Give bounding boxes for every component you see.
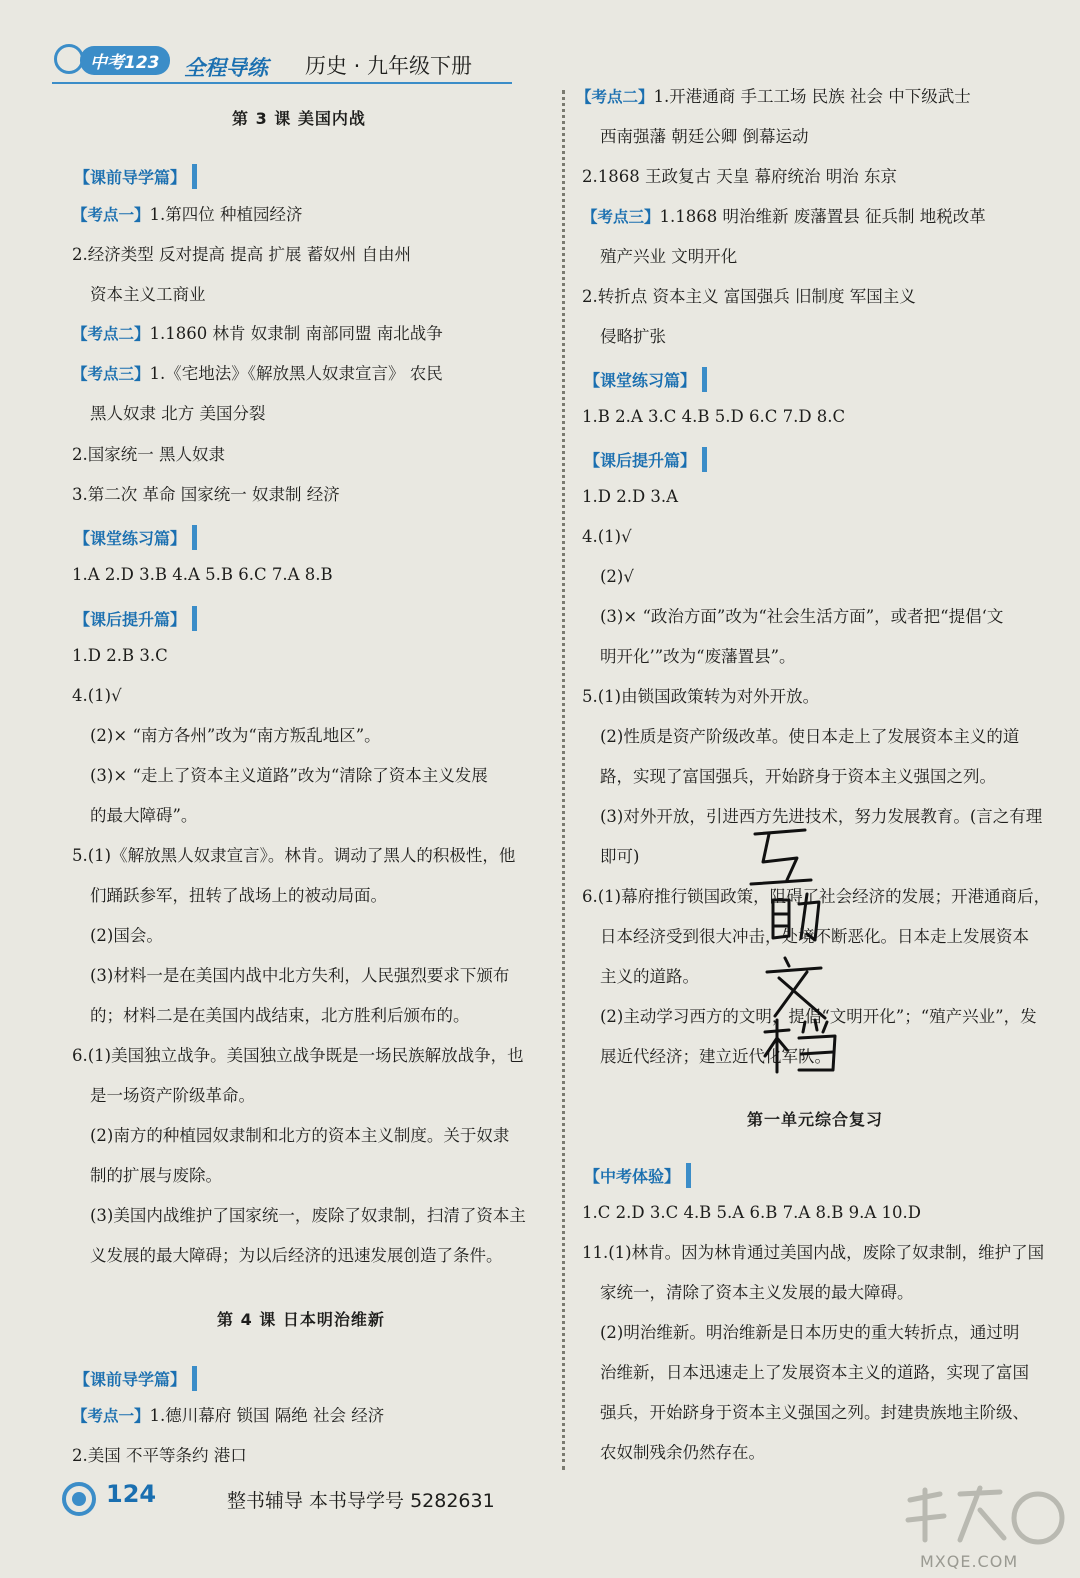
r-kd2-line-2: 西南强藩 朝廷公卿 倒幕运动 <box>600 127 809 146</box>
footer-text: 整书辅导 本书导学号 5282631 <box>227 1490 495 1512</box>
post-line-7: 们踊跃参军，扭转了战场上的被动局面。 <box>90 886 387 905</box>
page-number: 124 <box>106 1480 157 1508</box>
exam-line-6: 农奴制残余仍然存在。 <box>600 1443 765 1462</box>
brand-badge: 中考123 <box>80 46 170 75</box>
r-kd2-line-1: 【考点二】1.开港通商 手工工场 民族 社会 中下级武士 <box>576 87 971 106</box>
l4-kd1-line-1: 【考点一】1.德川幕府 锁国 隔绝 社会 经济 <box>72 1406 385 1425</box>
r-post-line-10: 即可) <box>600 847 640 866</box>
exam-line-5: 强兵，开始跻身于资本主义强国之列。封建贵族地主阶级、 <box>600 1403 1029 1422</box>
post-line-6: 5.(1)《解放黑人奴隶宣言》。林肯。调动了黑人的积极性，他 <box>72 846 516 865</box>
r-post-line-5: 明开化’”改为“废藩置县”。 <box>600 647 796 666</box>
r-post-line-15: 展近代经济；建立近代化军队。 <box>600 1047 831 1066</box>
r-post-line-11: 6.(1)幕府推行锁国政策，阻碍了社会经济的发展；开港通商后， <box>582 887 1051 906</box>
post-line-13: (2)南方的种植园奴隶制和北方的资本主义制度。关于奴隶 <box>90 1126 510 1145</box>
r-post-line-9: (3)对外开放，引进西方先进技术，努力发展教育。(言之有理 <box>600 807 1043 826</box>
r-kd2-line-3: 2.1868 王政复古 天皇 幕府统治 明治 东京 <box>582 167 897 186</box>
post-line-2: 4.(1)√ <box>72 686 122 705</box>
r-post-line-13: 主义的道路。 <box>600 967 699 986</box>
post-line-14: 制的扩展与废除。 <box>90 1166 222 1185</box>
kd1-line-3: 资本主义工商业 <box>90 285 206 304</box>
tag-kd2: 【考点二】 <box>72 325 150 343</box>
post-line-9: (3)材料一是在美国内战中北方失利，人民强烈要求下颁布 <box>90 966 510 985</box>
kd1-line-1: 【考点一】1.第四位 种植园经济 <box>72 205 303 224</box>
r-kd3-line-4: 侵略扩张 <box>600 327 666 346</box>
lesson3-title: 第 3 课 美国内战 <box>232 109 366 128</box>
section-pre-study-2: 【课前导学篇】 <box>72 1366 197 1391</box>
page-footer <box>62 1478 562 1528</box>
r-post-line-8: 路，实现了富国强兵，开始跻身于资本主义强国之列。 <box>600 767 996 786</box>
post-line-11: 6.(1)美国独立战争。美国独立战争既是一场民族解放战争，也 <box>72 1046 524 1065</box>
section-exam-experience: 【中考体验】 <box>582 1163 691 1188</box>
tag-kd3: 【考点三】 <box>72 365 150 383</box>
classroom-answers: 1.A 2.D 3.B 4.A 5.B 6.C 7.A 8.B <box>72 565 333 584</box>
post-line-10: 的；材料二是在美国内战结束，北方胜利后颁布的。 <box>90 1006 470 1025</box>
section-classroom: 【课堂练习篇】 <box>72 525 197 550</box>
post-line-12: 是一场资产阶级革命。 <box>90 1086 255 1105</box>
r-kd3-line-3: 2.转折点 资本主义 富国强兵 旧制度 军国主义 <box>582 287 916 306</box>
r-post-line-3: (2)√ <box>600 567 634 586</box>
tag-l4-kd1: 【考点一】 <box>72 1407 150 1425</box>
section-pre-study: 【课前导学篇】 <box>72 164 197 189</box>
unit-review-title: 第一单元综合复习 <box>747 1110 884 1129</box>
kd1-line-2: 2.经济类型 反对提高 提高 扩展 蓄奴州 自由州 <box>72 245 411 264</box>
post-line-3: (2)× “南方各州”改为“南方叛乱地区”。 <box>90 726 381 745</box>
r-post-line-7: (2)性质是资产阶级改革。使日本走上了发展资本主义的道 <box>600 727 1020 746</box>
r-post-line-14: (2)主动学习西方的文明，提倡“文明开化”；“殖产兴业”，发 <box>600 1007 1037 1026</box>
post-line-1: 1.D 2.B 3.C <box>72 646 168 665</box>
brand-title: 全程导练 <box>184 56 268 80</box>
r-classroom-answers: 1.B 2.A 3.C 4.B 5.D 6.C 7.D 8.C <box>582 407 846 426</box>
column-divider <box>562 90 565 1470</box>
subject-title: 历史 · 九年级下册 <box>305 54 473 78</box>
header-rule <box>52 82 512 84</box>
r-section-after-class: 【课后提升篇】 <box>582 447 707 472</box>
post-line-4: (3)× “走上了资本主义道路”改为“清除了资本主义发展 <box>90 766 488 785</box>
exam-line-3: (2)明治维新。明治维新是日本历史的重大转折点，通过明 <box>600 1323 1020 1342</box>
kd3-line-2: 黑人奴隶 北方 美国分裂 <box>90 404 266 423</box>
r-post-line-6: 5.(1)由锁国政策转为对外开放。 <box>582 687 820 706</box>
r-post-line-12: 日本经济受到很大冲击，处境不断恶化。日本走上发展资本 <box>600 927 1029 946</box>
watermark-url: MXQE.COM <box>920 1552 1019 1571</box>
tag-r-kd3: 【考点三】 <box>582 208 660 226</box>
exam-answers: 1.C 2.D 3.C 4.B 5.A 6.B 7.A 8.B 9.A 10.D <box>582 1203 921 1222</box>
lesson4-title: 第 4 课 日本明治维新 <box>217 1310 385 1329</box>
tag-kd1: 【考点一】 <box>72 206 150 224</box>
kd3-line-1: 【考点三】1.《宅地法》《解放黑人奴隶宣言》 农民 <box>72 364 443 383</box>
r-kd3-line-2: 殖产兴业 文明开化 <box>600 247 738 266</box>
r-post-line-1: 1.D 2.D 3.A <box>582 487 679 506</box>
l4-kd1-line-2: 2.美国 不平等条约 港口 <box>72 1446 247 1465</box>
kd2-line-1: 【考点二】1.1860 林肯 奴隶制 南部同盟 南北战争 <box>72 324 443 343</box>
post-line-16: 义发展的最大障碍；为以后经济的迅速发展创造了条件。 <box>90 1246 503 1265</box>
r-post-line-4: (3)× “政治方面”改为“社会生活方面”，或者把“提倡‘文 <box>600 607 1004 626</box>
section-after-class: 【课后提升篇】 <box>72 606 197 631</box>
r-section-classroom: 【课堂练习篇】 <box>582 367 707 392</box>
kd3-line-4: 3.第二次 革命 国家统一 奴隶制 经济 <box>72 485 340 504</box>
post-line-5: 的最大障碍”。 <box>90 806 198 825</box>
tag-r-kd2: 【考点二】 <box>576 88 654 106</box>
footer-circle-icon <box>62 1482 96 1516</box>
r-post-line-2: 4.(1)√ <box>582 527 632 546</box>
exam-line-1: 11.(1)林肯。因为林肯通过美国内战，废除了奴隶制，维护了国 <box>582 1243 1045 1262</box>
kd3-line-3: 2.国家统一 黑人奴隶 <box>72 445 225 464</box>
post-line-8: (2)国会。 <box>90 926 163 945</box>
handwritten-note <box>745 820 865 1080</box>
post-line-15: (3)美国内战维护了国家统一，废除了奴隶制，扫清了资本主 <box>90 1206 526 1225</box>
exam-line-4: 治维新，日本迅速走上了发展资本主义的道路，实现了富国 <box>600 1363 1029 1382</box>
r-kd3-line-1: 【考点三】1.1868 明治维新 废藩置县 征兵制 地税改革 <box>582 207 986 226</box>
exam-line-2: 家统一，清除了资本主义发展的最大障碍。 <box>600 1283 914 1302</box>
